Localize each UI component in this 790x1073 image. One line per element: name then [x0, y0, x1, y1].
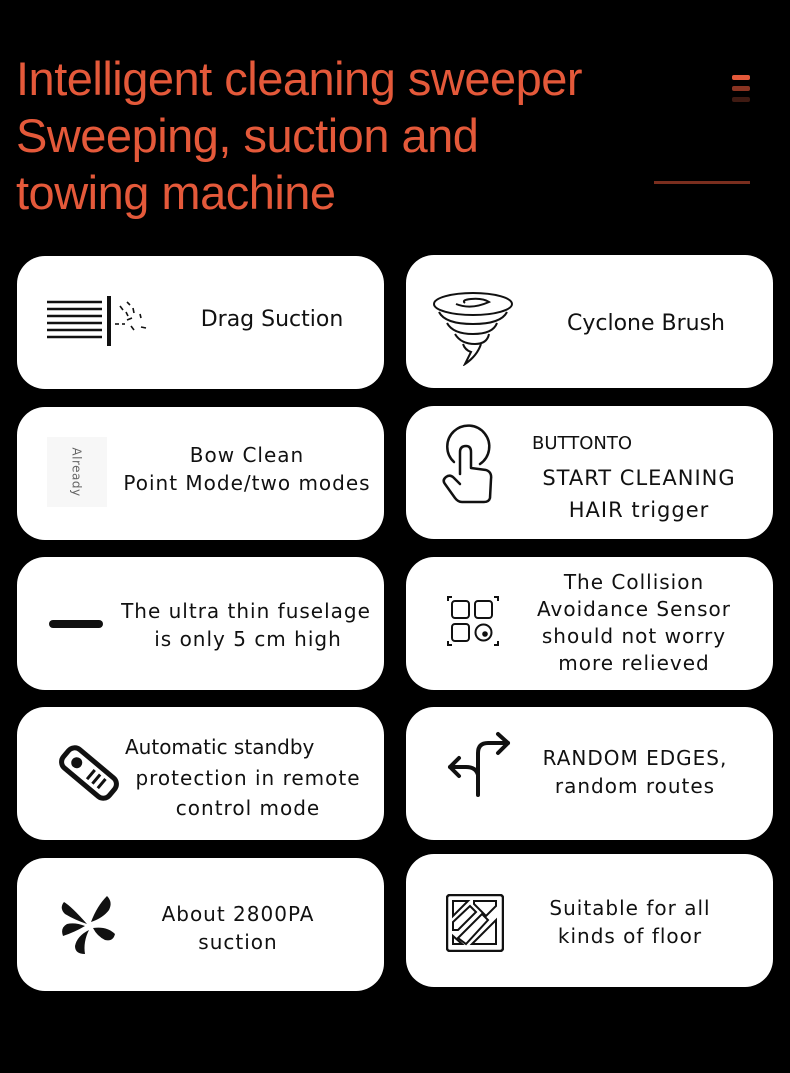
- sensor-grid-icon: [446, 595, 500, 647]
- floor-tiles-icon: [446, 894, 504, 952]
- feature-label: START CLEANING HAIR trigger: [542, 466, 736, 522]
- decorative-divider: [654, 181, 750, 184]
- cyclone-icon: [431, 290, 515, 366]
- feature-label: RANDOM EDGES, random routes: [542, 746, 728, 798]
- feature-card-ultra-thin: [17, 557, 384, 690]
- feature-label: protection in remote control mode: [135, 766, 361, 820]
- title-line-2: Sweeping, suction and: [16, 109, 479, 162]
- thin-bar-icon: [49, 619, 103, 628]
- drag-suction-icon: [47, 296, 157, 346]
- feature-card-random-routes: [406, 707, 773, 840]
- remote-control-icon: [57, 741, 121, 805]
- feature-label: Drag Suction: [200, 307, 344, 332]
- feature-card-drag-suction: [17, 256, 384, 389]
- feature-card-cyclone-brush: [406, 255, 773, 388]
- feature-label: Cyclone Brush: [566, 311, 725, 336]
- feature-label: The ultra thin fuselage is only 5 cm high: [121, 599, 371, 651]
- feature-card-bow-clean: [17, 407, 384, 540]
- feature-label-top: Automatic standby: [125, 735, 315, 759]
- feature-card-collision-sensor: [406, 557, 773, 690]
- feature-label: About 2800PA suction: [161, 902, 315, 954]
- feature-card-suction-power: [17, 858, 384, 991]
- split-route-arrows-icon: [446, 731, 512, 797]
- fan-blades-icon: [61, 896, 115, 954]
- title-line-3: towing machine: [16, 166, 336, 219]
- feature-label: Bow Clean Point Mode/two modes: [123, 443, 371, 495]
- feature-card-button-start: [406, 406, 773, 539]
- title-line-1: Intelligent cleaning sweeper: [16, 52, 583, 105]
- feature-label: The Collision Avoidance Sensor should not worry more relieved: [537, 570, 731, 675]
- feature-label: Suitable for all kinds of floor: [549, 896, 711, 948]
- tap-finger-icon: [440, 422, 496, 506]
- already-placeholder-icon: Already: [47, 437, 107, 507]
- feature-card-all-floors: [406, 854, 773, 987]
- feature-card-remote-control: [17, 707, 384, 840]
- page-title: [16, 50, 582, 221]
- decorative-bars-icon: [732, 75, 750, 108]
- feature-label-small: BUTTONTO: [532, 433, 632, 454]
